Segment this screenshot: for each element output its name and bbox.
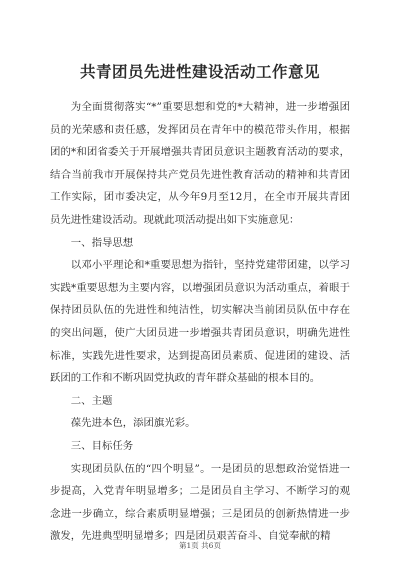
section-heading-goals: 三、目标任务: [70, 439, 134, 452]
theme-paragraph: 葆先进本色，添团旗光彩。: [70, 417, 196, 430]
page-number-footer: 第1页 共6页: [179, 541, 221, 550]
guiding-ideology-paragraph: 以邓小平理论和*重要思想为指针，坚持党建带团建，以学习实践*重要思想为主要内容，以增强团员意识为活动重点，着眼于保持团员队伍的先进性和纯洁性，切实解决当前团员队伍中存在的突出问题，使广大团员进一步增强共青团员意识，明确先进性标准，实践先进性要求，达到提高团员素质、促进团的建设、活跃团的工作和不断巩固党执政的青年群众基础的根本目的。: [50, 259, 350, 385]
section-heading-theme: 二、主题: [70, 394, 113, 407]
section-heading-guiding-ideology: 一、指导思想: [70, 236, 134, 249]
goals-paragraph: 实现团员队伍的“四个明显”。一是团员的思想政治觉悟进一步提高，入党青年明显增多；二是团员自主学习、不断学习的观念进一步确立，综合素质明显增强；三是团员的创新热情进一步激发，先进典型明显增多；四是团员艰苦奋斗、自觉奉献的精: [50, 462, 350, 543]
intro-paragraph: 为全面贯彻落实“*”重要思想和党的*大精神，进一步增强团员的光荣感和责任感，发挥团员在青年中的模范带头作用，根据团的*和团省委关于开展增强共青团员意识主题教育活动的要求，结合当前我市开展保持共产党员先进性教育活动的精神和共青团工作实际，团市委决定，从今年9月至12月，在全市开展共青团员先进性建设活动。现就此项活动提出如下实施意见：: [50, 101, 350, 226]
document-title: 共青团员先进性建设活动工作意见: [79, 62, 320, 81]
